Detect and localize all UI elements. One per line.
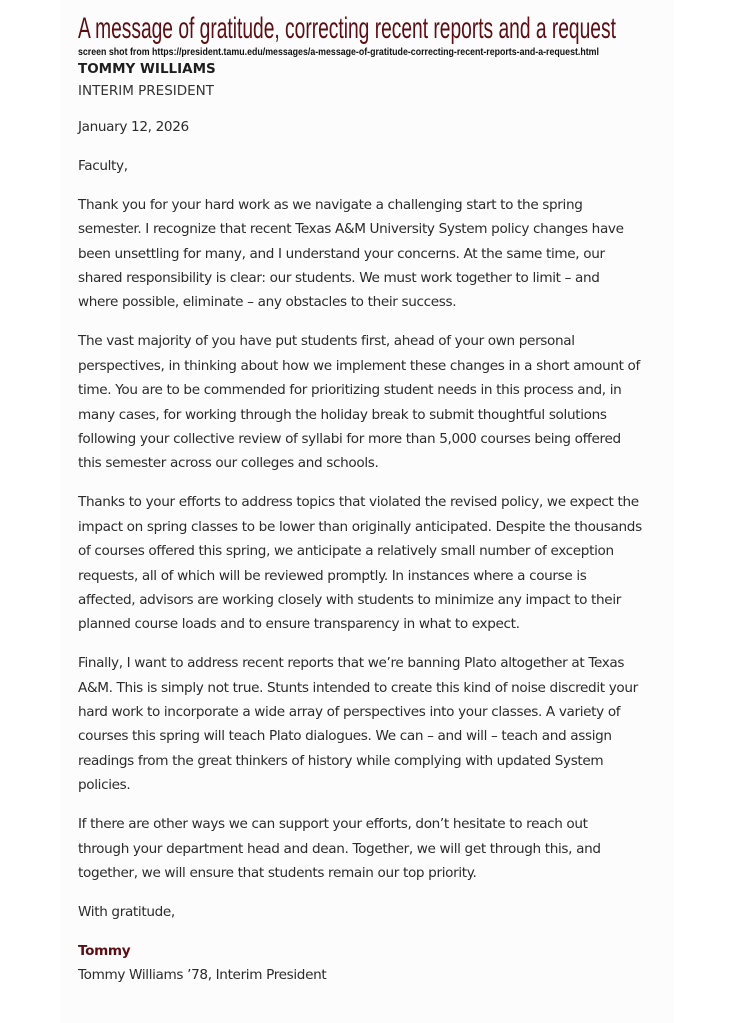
paragraph-line: planned course loads and to ensure transparency in what to expect.	[78, 616, 520, 633]
source-url-note: screen shot from https://president.tamu.edu/messages/a-message-of-gratitude-correcting-recent-reports-and-a-request.html	[78, 46, 599, 58]
letter-date: January 12, 2026	[78, 119, 189, 135]
paragraph	[78, 490, 668, 636]
paragraph-line: affected, advisors are working closely with students to minimize any impact to their	[78, 591, 621, 608]
paragraph-line: where possible, eliminate – any obstacles to their success.	[78, 294, 457, 311]
letter-salutation: Faculty,	[78, 157, 128, 174]
paragraph-line: Thank you for your hard work as we navigate a challenging start to the spring	[78, 196, 583, 213]
author-role: INTERIM PRESIDENT	[78, 83, 215, 99]
signature-title: Tommy Williams ’78, Interim President	[78, 967, 327, 984]
paragraph-line: policies.	[78, 777, 131, 794]
paragraph-line: A&M. This is simply not true. Stunts intended to create this kind of noise discredit your	[78, 679, 638, 696]
paragraph-line: perspectives, in thinking about how we implement these changes in a short amount of	[78, 357, 640, 374]
paragraph-line: readings from the great thinkers of history while complying with updated System	[78, 752, 604, 769]
paragraph-line: been unsettling for many, and I understand your concerns. At the same time, our	[78, 245, 605, 262]
letter-body	[78, 115, 668, 1002]
paragraph-line: impact on spring classes to be lower than originally anticipated. Despite the thousands	[78, 518, 642, 535]
paragraph-line: many cases, for working through the holiday break to submit thoughtful solutions	[78, 406, 607, 423]
author-name: TOMMY WILLIAMS	[78, 61, 216, 77]
letter-closing: With gratitude,	[78, 903, 175, 920]
paragraph	[78, 812, 668, 885]
paragraph-line: together, we will ensure that students remain our top priority.	[78, 864, 477, 881]
paragraph-line: hard work to incorporate a wide array of perspectives into your classes. A variety of	[78, 704, 621, 721]
signature-name: Tommy	[78, 942, 131, 959]
paragraph-line: time. You are to be commended for prioritizing student needs in this process and, in	[78, 382, 622, 399]
paragraph-line: through your department head and dean. Together, we will get through this, and	[78, 840, 601, 857]
paragraph-line: courses this spring will teach Plato dialogues. We can – and will – teach and assign	[78, 728, 612, 745]
paragraph	[78, 329, 668, 475]
paragraph-line: shared responsibility is clear: our students. We must work together to limit – and	[78, 270, 600, 287]
paragraph-line: this semester across our colleges and schools.	[78, 455, 379, 472]
paragraph-line: Finally, I want to address recent reports that we’re banning Plato altogether at Texas	[78, 655, 625, 672]
page-title: A message of gratitude, correcting recent reports and a request	[78, 12, 616, 45]
paragraph-line: following your collective review of syllabi for more than 5,000 courses being offered	[78, 430, 621, 447]
paragraph-line: If there are other ways we can support your efforts, don’t hesitate to reach out	[78, 816, 588, 833]
paragraph-line: of courses offered this spring, we anticipate a relatively small number of exception	[78, 543, 614, 560]
paragraph-line: requests, all of which will be reviewed promptly. In instances where a course is	[78, 567, 587, 584]
paragraph-line: semester. I recognize that recent Texas A&M University System policy changes have	[78, 221, 624, 238]
paragraph-line: The vast majority of you have put students first, ahead of your own personal	[78, 333, 575, 350]
paragraph	[78, 193, 668, 315]
paragraph-line: Thanks to your efforts to address topics that violated the revised policy, we expect the	[78, 494, 639, 511]
paragraph	[78, 651, 668, 797]
